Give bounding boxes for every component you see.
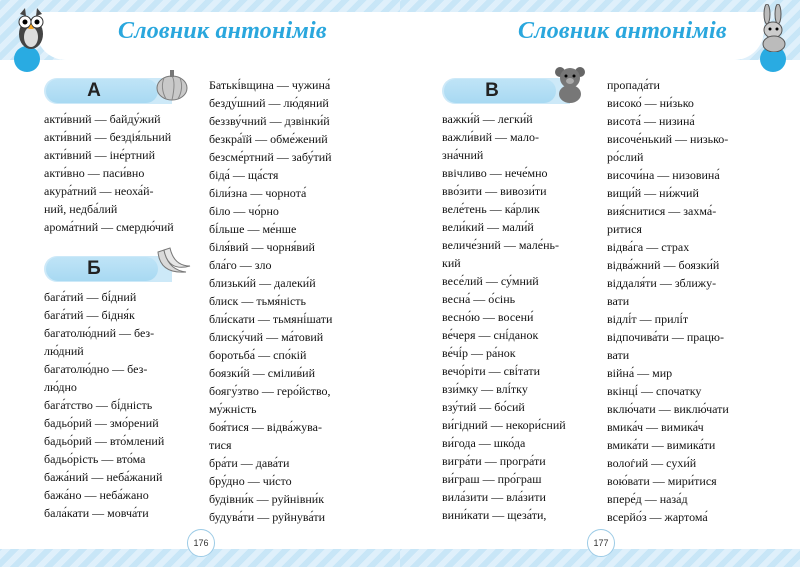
antonym-entry: зна́чний [442, 148, 484, 162]
page-title: Словник антонімів [118, 18, 327, 44]
antonym-entry: вила́зити — вла́зити [442, 490, 546, 504]
antonym-entry: вини́кати — щеза́ти, [442, 508, 547, 522]
antonym-entry: височи́на — низовина́ [607, 168, 720, 182]
right-column-2 [607, 76, 792, 526]
antonym-entry: безкра́їй — обме́жений [209, 132, 328, 146]
antonym-entry: взи́мку — влі́тку [442, 382, 528, 396]
antonym-entry: бадьо́рий — змо́рений [44, 416, 159, 430]
antonym-entry: багатолю́дно — без- [44, 362, 148, 376]
antonym-entry: акти́вний — іне́ртний [44, 148, 156, 162]
antonym-entry: ний, недба́лий [44, 202, 118, 216]
antonym-entry: ви́гідний — некори́сний [442, 418, 566, 432]
antonym-entry: бала́кати — мовча́ти [44, 506, 149, 520]
antonym-entry: багатолю́дний — без- [44, 326, 155, 340]
antonym-entry: відва́га — страх [607, 240, 690, 254]
owl-mascot-icon [12, 4, 50, 52]
antonym-entry: вмика́ч — вимика́ч [607, 420, 704, 434]
antonym-entry: веле́тень — ка́рлик [442, 202, 540, 216]
antonym-entry: бажа́но — неба́жано [44, 488, 149, 502]
antonym-entry: бага́тий — бі́дний [44, 290, 137, 304]
pumpkin-icon [152, 64, 192, 104]
antonym-entry: вия́снитися — захма́- [607, 204, 717, 218]
antonym-entry: біли́зна — чорнота́ [209, 186, 307, 200]
antonym-entry: акура́тний — неоха́й- [44, 184, 154, 198]
antonym-entry: відпочива́ти — працю- [607, 330, 724, 344]
antonym-entry: бра́ти — дава́ти [209, 456, 290, 470]
left-column-1 [44, 76, 204, 522]
antonym-entry: відва́жний — боязки́й [607, 258, 720, 272]
rabbit-mascot-icon [754, 4, 792, 52]
antonym-entry: взу́тий — бо́сий [442, 400, 525, 414]
antonym-entry: біля́вий — чорня́вий [209, 240, 315, 254]
antonym-entry: важки́й — легки́й [442, 112, 533, 126]
antonym-entry: бага́тий — бідня́к [44, 308, 135, 322]
antonym-entry: бага́тство — бі́дність [44, 398, 153, 412]
antonym-entry: бру́дно — чи́сто [209, 474, 292, 488]
antonym-entry: ввічливо — нече́мно [442, 166, 548, 180]
right-page [400, 0, 800, 567]
antonym-entry: війна́ — мир [607, 366, 673, 380]
antonym-entry: боротьба́ — спо́кій [209, 348, 307, 362]
antonym-entry: кий [442, 256, 461, 270]
antonym-entry: височе́нький — низько- [607, 132, 729, 146]
antonym-entry: ви́граш — про́граш [442, 472, 542, 486]
antonym-entry: впере́д — наза́д [607, 492, 688, 506]
antonym-entry: весно́ю — восени́ [442, 310, 534, 324]
letter-header [44, 256, 172, 282]
antonym-entry: всерйо́з — жартома́ [607, 510, 708, 524]
antonym-entry: Батькі́вщина — чужина́ [209, 78, 331, 92]
antonym-entry: боягу́зтво — геро́йство, [209, 384, 331, 398]
antonym-entry: ритися [607, 222, 642, 236]
antonym-entry: ве́черя — сні́данок [442, 328, 539, 342]
antonym-entry: безду́шний — лю́дяний [209, 96, 329, 110]
page-title: Словник антонімів [518, 18, 727, 44]
antonym-entry: пропада́ти [607, 78, 660, 92]
page-number: 176 [187, 529, 215, 557]
antonym-entry: боязки́й — смілив́ий [209, 366, 315, 380]
antonym-entry: бли́скати — тьмяні́шати [209, 312, 333, 326]
antonym-entry: вати [607, 348, 630, 362]
antonym-entry: акти́вний — байду́жий [44, 112, 161, 126]
antonym-entry: арома́тний — смердю́чий [44, 220, 174, 234]
antonym-entry: блиск — тьмя́ність [209, 294, 307, 308]
antonym-entry: волоѓий — сухи́й [607, 456, 697, 470]
antonym-entry: біло — чо́рно [209, 204, 279, 218]
antonym-entry: безсме́ртний — забу́тий [209, 150, 332, 164]
antonym-entry: ви́года — шко́да [442, 436, 526, 450]
antonym-entry: блиску́чий — ма́товий [209, 330, 324, 344]
antonym-entry: тися [209, 438, 232, 452]
antonym-entry: вечо́ріти — сві́тати [442, 364, 541, 378]
antonym-entry: біда́ — ща́стя [209, 168, 279, 182]
antonym-entry: акти́вний — бездія́льний [44, 130, 172, 144]
antonym-entry: вати [607, 294, 630, 308]
antonym-entry: вою́вати — мири́тися [607, 474, 717, 488]
antonym-entry: близьки́й — далеки́й [209, 276, 316, 290]
antonym-entry: вво́зити — вивози́ти [442, 184, 547, 198]
antonym-entry: весна́ — о́сінь [442, 292, 516, 306]
letter-header [442, 78, 570, 104]
antonym-entry: вищи́й — ни́жчий [607, 186, 699, 200]
antonym-entry: вигра́ти — програ́ти [442, 454, 546, 468]
antonym-entry: весе́лий — су́мний [442, 274, 539, 288]
antonym-entry: акти́вно — паси́вно [44, 166, 145, 180]
antonym-entry: вкінці́ — спочатку [607, 384, 702, 398]
antonym-entry: беззву́чний — дзвінки́й [209, 114, 330, 128]
section-letter: В [485, 80, 499, 101]
antonym-entry: ро́слий [607, 150, 644, 164]
antonym-entry: важли́вий — мало- [442, 130, 539, 144]
antonym-entry: вклю́чати — виклю́чати [607, 402, 729, 416]
section-letter: Б [87, 258, 101, 279]
letter-header [44, 78, 172, 104]
antonym-entry: бадьо́рий — вто́млений [44, 434, 165, 448]
antonym-entry: лю́дно [44, 380, 77, 394]
antonym-entry: віддаля́ти — зближу- [607, 276, 717, 290]
antonym-entry: бла́го — зло [209, 258, 272, 272]
page-number: 177 [587, 529, 615, 557]
antonym-entry: величе́зний — мале́нь- [442, 238, 559, 252]
antonym-entry: боя́тися — відва́жува- [209, 420, 322, 434]
bananas-icon [152, 242, 192, 282]
antonym-entry: відлі́т — прилі́т [607, 312, 689, 326]
antonym-entry: вмика́ти — вимика́ти [607, 438, 716, 452]
antonym-entry: висота́ — низина́ [607, 114, 695, 128]
antonym-entry: ве́чі́р — ра́нок [442, 346, 516, 360]
antonym-entry: будува́ти — руйнува́ти [209, 510, 326, 524]
section-letter: А [87, 80, 101, 101]
teddy-bear-icon [550, 64, 590, 104]
antonym-entry: му́жність [209, 402, 257, 416]
antonym-entry: вели́кий — мали́й [442, 220, 534, 234]
antonym-entry: будівни́к — руйнівни́к [209, 492, 325, 506]
right-column-1 [442, 76, 602, 524]
antonym-entry: лю́дний [44, 344, 84, 358]
left-column-2 [209, 76, 394, 526]
antonym-entry: бадьо́рість — вто́ма [44, 452, 146, 466]
antonym-entry: бі́льше — ме́нше [209, 222, 297, 236]
antonym-entry: бажа́ний — неба́жаний [44, 470, 163, 484]
antonym-entry: високо́ — ни́зько [607, 96, 694, 110]
